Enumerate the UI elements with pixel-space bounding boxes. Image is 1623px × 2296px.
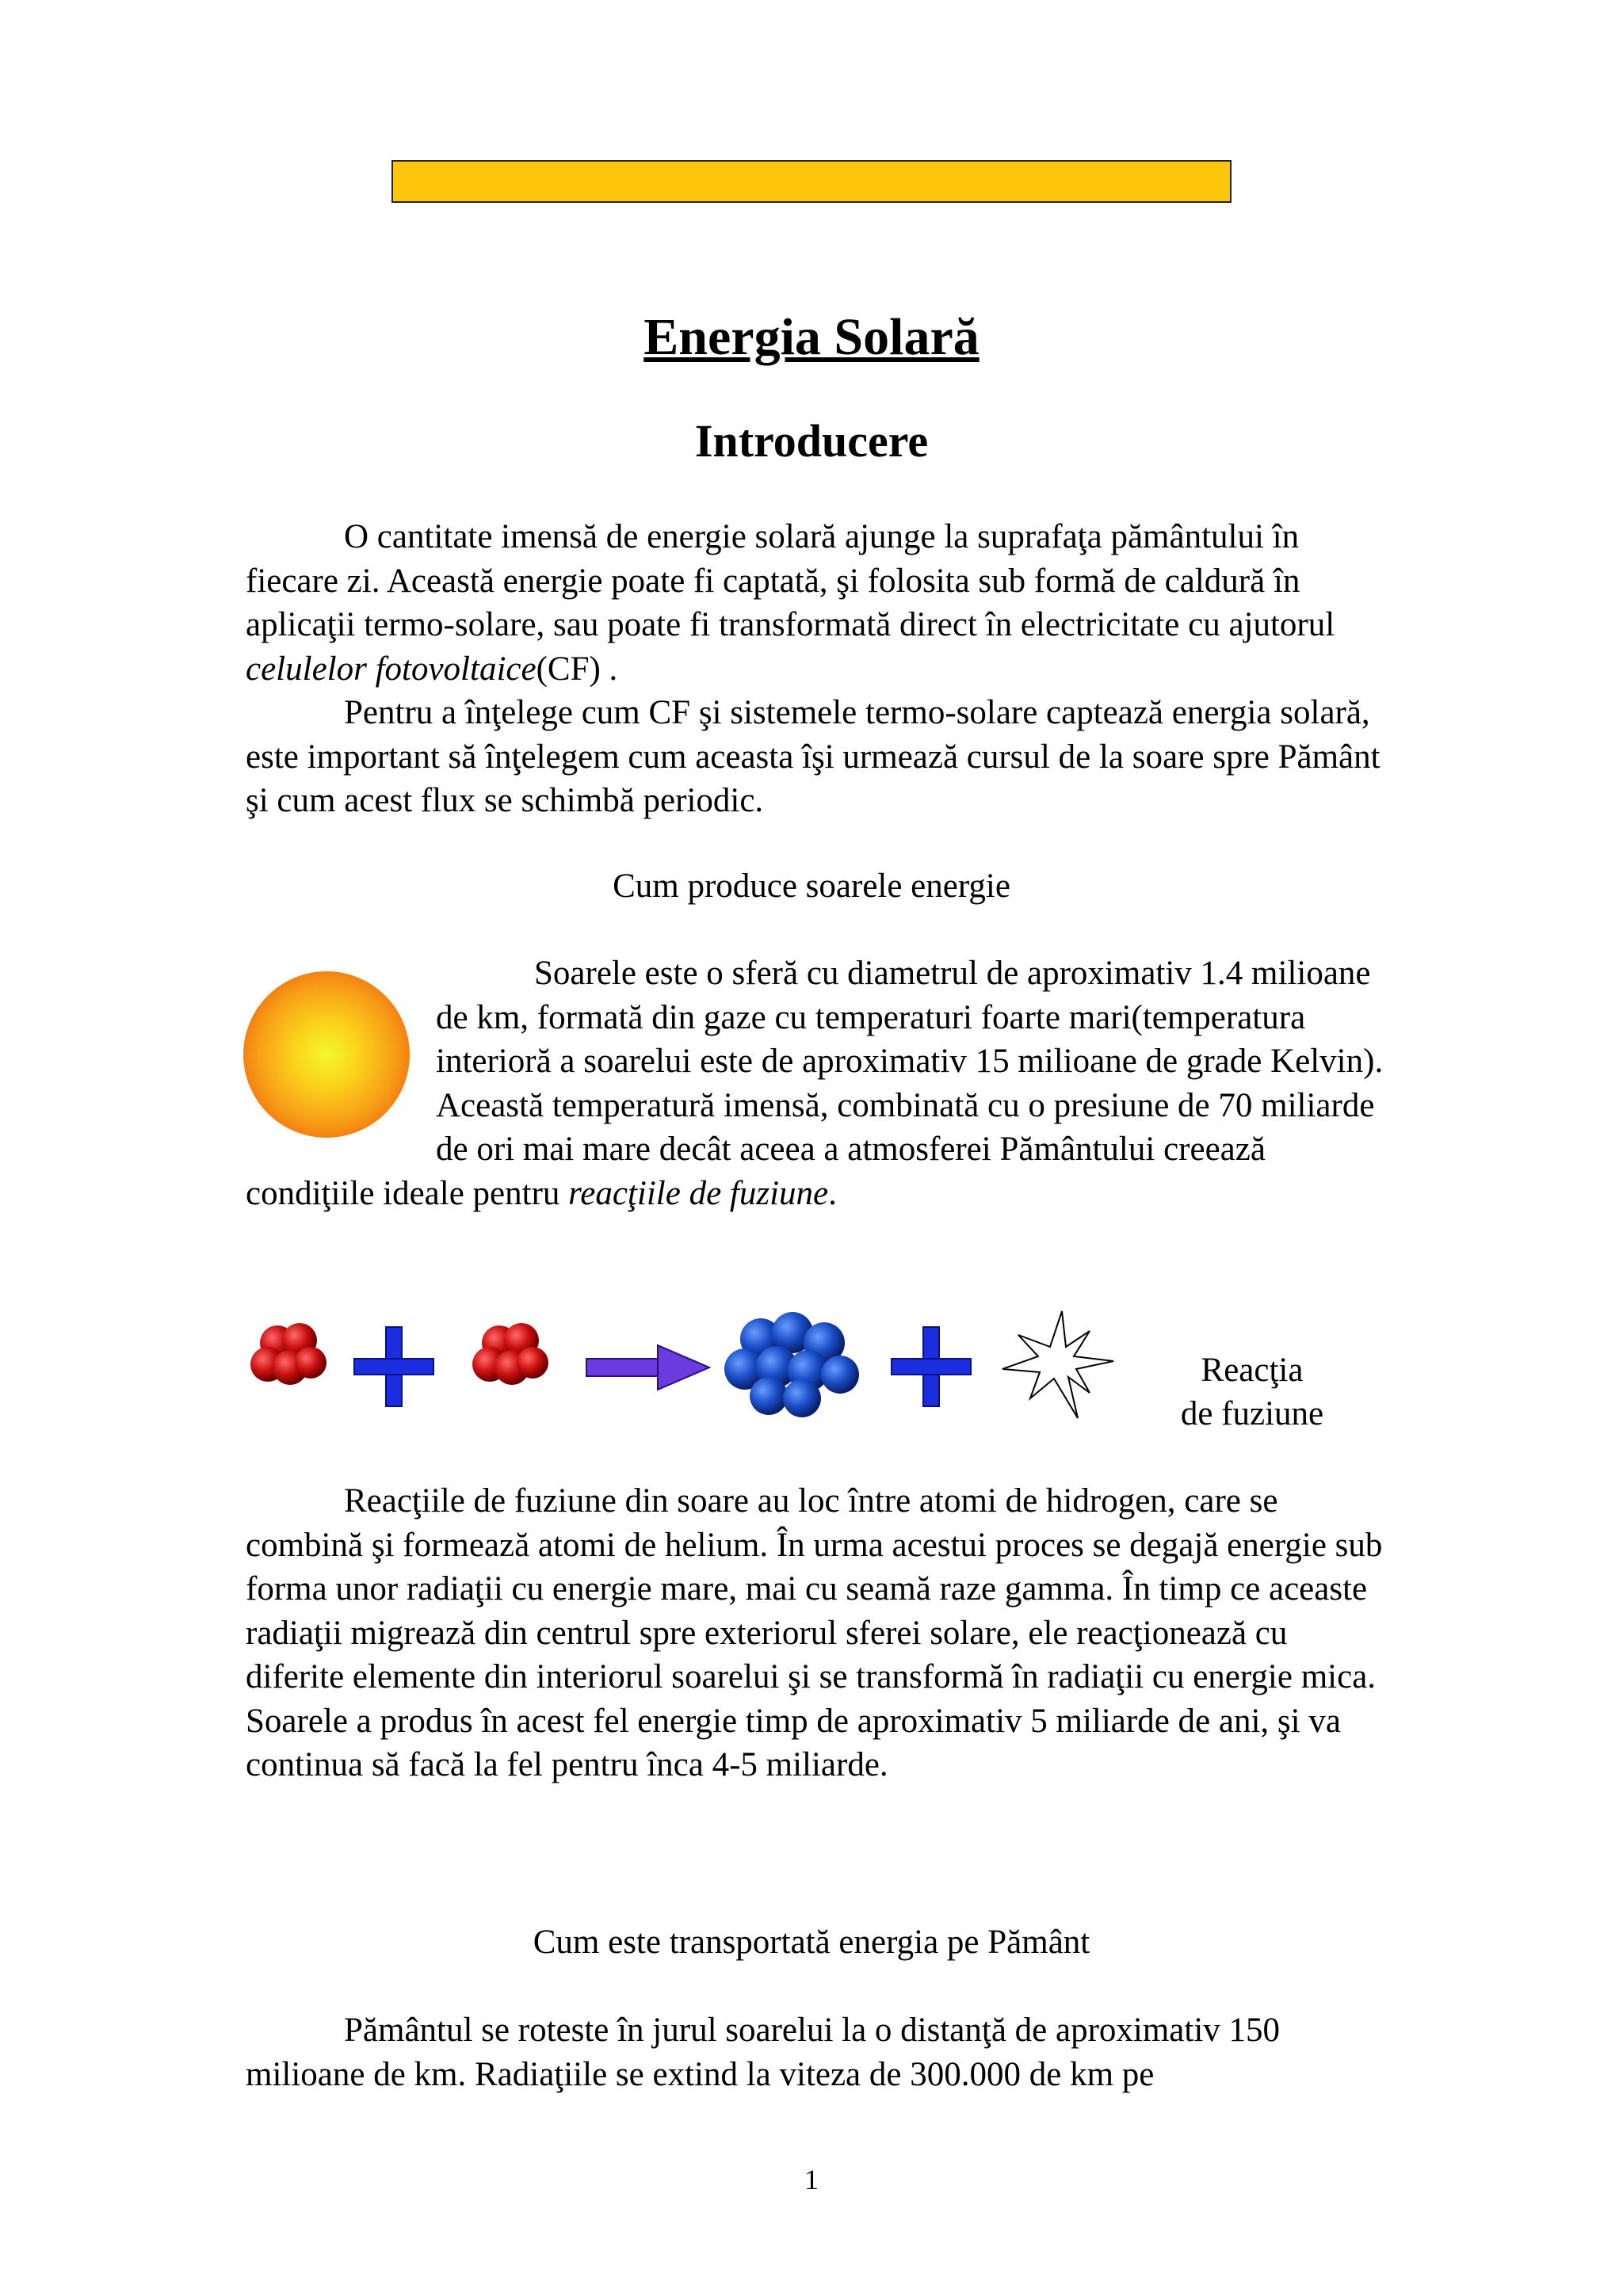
italic-term-reactii-fuziune: reacţiile de fuziune <box>568 1174 829 1212</box>
intro-text <box>246 515 1387 823</box>
italic-term-celule-fotovoltaice: celulelor fotovoltaice <box>246 650 537 688</box>
page-number: 1 <box>804 2164 819 2195</box>
intro-paragraph-1: O cantitate imensă de energie solară ajunge la suprafaţa pământului în fiecare zi. Această energie poate fi captată, şi folosita sub formă de caldură în aplicaţii termo-solare, sau poate fi transformată direct în electricitate cu ajutorul celulelor fotovoltaice(CF) . <box>246 518 1335 688</box>
fusion-label-line-2: de fuziune <box>1180 1395 1324 1432</box>
reaction-arrow-icon <box>586 1345 709 1390</box>
document-title: Energia Solară <box>643 308 980 366</box>
hydrogen-atom-icon <box>250 1323 327 1385</box>
fusion-text <box>246 1479 1387 1787</box>
energy-burst-icon <box>1002 1311 1113 1418</box>
fusion-diagram-label <box>1169 1348 1335 1436</box>
fusion-label-line-1: Reacţia <box>1201 1352 1304 1389</box>
sun-float-spacer <box>246 952 436 1134</box>
sun-paragraph: Soarele este o sferă cu diametrul de aproximativ 1.4 milioane de km, formată din gaze cu temperaturi foarte mari(temperatura interioră a soarelui este de aproximativ 15 milioane de grade Kelvin). Această temperatură imensă, combinată cu o presiune de 70 miliarde de ori mai mare decât aceea a atmosferei Pământului creează condiţiile ideale pentru reacţiile de fuziune. <box>246 952 1387 1215</box>
header-decorative-bar <box>391 160 1232 203</box>
transport-paragraph: Pământul se roteste în jurul soarelui la o distanţă de aproximativ 150 milioane de km. Radiaţiile se extind la viteza de 300.000 de km pe <box>246 2012 1281 2093</box>
plus-icon <box>892 1327 971 1406</box>
fusion-paragraph: Reacţiile de fuziune din soare au loc între atomi de hidrogen, care se combină şi formează atomi de helium. În urma acestui proces se degajă energie sub forma unor radiaţii cu energie mare, mai cu seamă raze gamma. În timp ce aceaste radiaţii migrează din centrul spre exteriorul sferei solare, ele reacţionează cu diferite elemente din interiorul soarelui şi se transformă în radiaţii cu energie mica. Soarele a produs în acest fel energie timp de aproximativ 5 miliarde de ani, şi va continua să facă la fel pentru înca 4-5 miliarde. <box>246 1482 1383 1783</box>
hydrogen-atom-icon <box>472 1323 548 1385</box>
fusion-reaction-diagram <box>238 1299 1133 1426</box>
intro-paragraph-2: Pentru a înţelege cum CF şi sistemele termo-solare captează energia solară, este important să înţelegem cum aceasta îşi urmează cursul de la soare spre Pământ şi cum acest flux se schimbă periodic. <box>246 694 1381 819</box>
section-heading-energy-production: Cum produce soarele energie <box>613 868 1010 905</box>
section-heading-energy-transport: Cum este transportată energia pe Pământ <box>533 1924 1090 1961</box>
helium-atom-icon <box>724 1312 859 1417</box>
section-title-introducere: Introducere <box>694 415 929 467</box>
transport-text <box>246 2008 1387 2096</box>
plus-icon <box>354 1327 433 1406</box>
